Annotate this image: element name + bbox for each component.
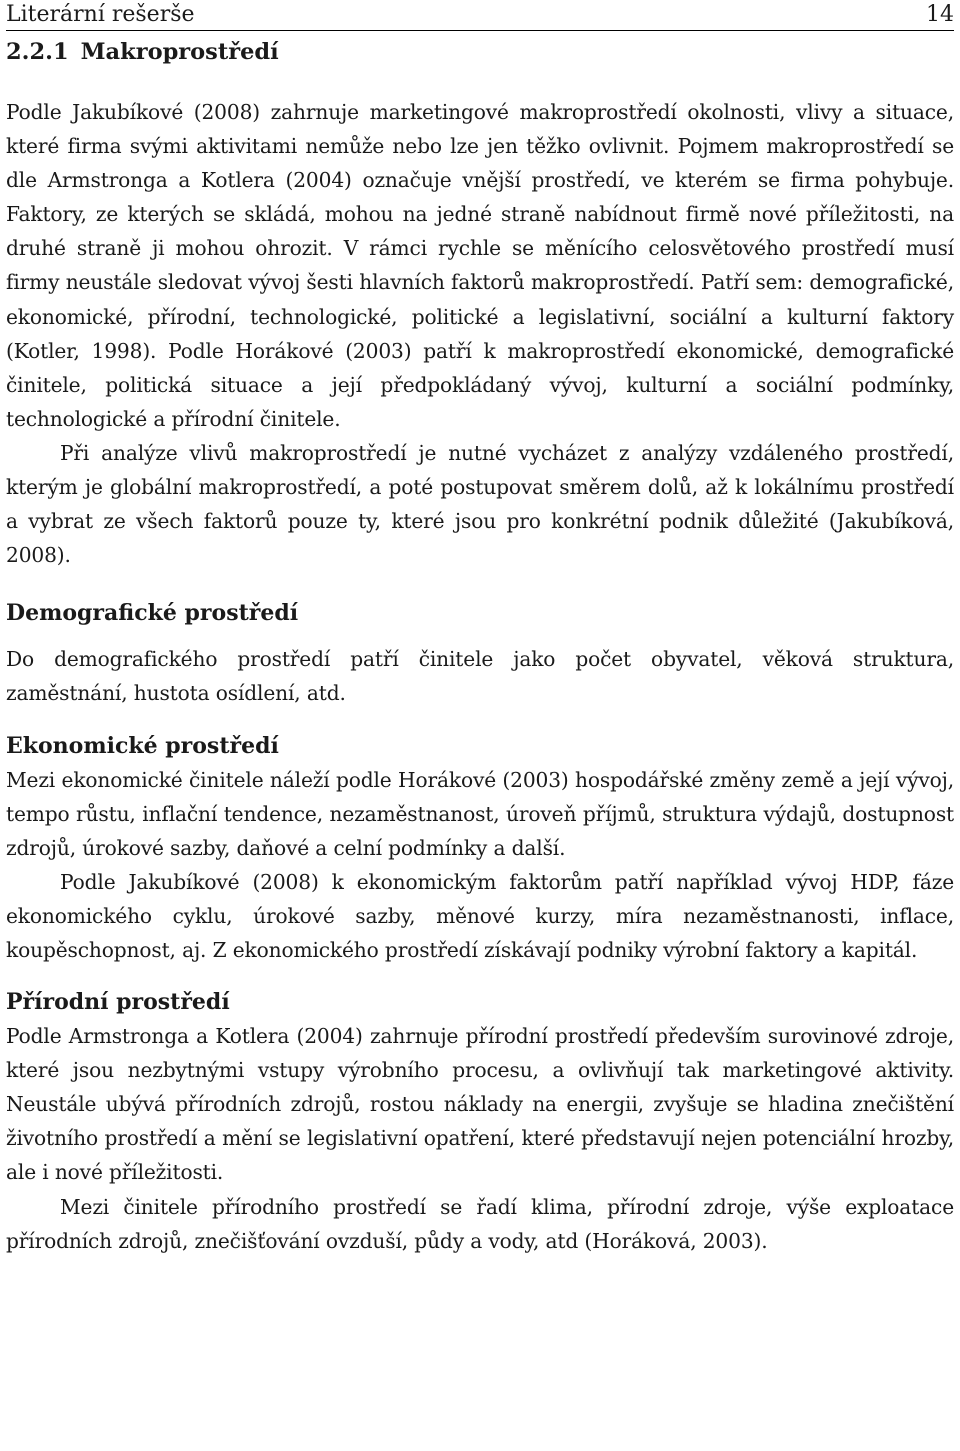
document-page: [6, 0, 954, 1258]
paragraph-analysis: Při analýze vlivů makroprostředí je nutné vycházet z analýzy vzdáleného prostředí, kterým je globální makroprostředí, a poté postupovat směrem dolů, až k lokálnímu prostředí a vybrat ze všech faktorů pouze ty, které jsou pro konkrétní podnik důležité (Jakubíková, 2008).: [6, 440, 954, 568]
spacer: [6, 711, 954, 729]
paragraph-intro: Podle Jakubíkové (2008) zahrnuje marketingové makroprostředí okolnosti, vlivy a situace, které firma svými aktivitami nemůže nebo lze jen těžko ovlivnit. Pojmem makroprostředí se dle Armstronga a Kotlera (2004) označuje vnější prostředí, ve kterém se firma pohybuje. Faktory, ze kterých se skládá, mohou na jedné straně nabídnout firmě nové příležitosti, na druhé straně ji mohou ohrozit. V rámci rychle se měnícího celosvětového prostředí musí firmy neustále sledovat vývoj šesti hlavních faktorů makroprostředí. Patří sem: demografické, ekonomické, přírodní, technologické, politické a legislativní, sociální a kulturní faktory (Kotler, 1998). Podle Horákové (2003) patří k makroprostředí ekonomické, demografické činitele, politická situace a její předpokládaný vývoj, kulturní a sociální podmínky, technologické a přírodní činitele.: [6, 100, 954, 431]
natural-paragraph-1: Podle Armstronga a Kotlera (2004) zahrnuje přírodní prostředí především surovinové zdroje, které jsou nezbytnými vstupy výrobního procesu, a ovlivňují tak marketingové aktivity. Neustále ubývá přírodních zdrojů, rostou náklady na energii, zvyšuje se hladina znečištění životního prostředí a mění se legislativní opatření, které představují nejen potenciální hrozby, ale i nové příležitosti.: [6, 1024, 954, 1185]
spacer: [6, 572, 954, 596]
economic-heading: Ekonomické prostředí: [6, 732, 279, 759]
demographic-heading: Demografické prostředí: [6, 600, 299, 627]
page-number: 14: [926, 2, 954, 27]
demographic-paragraph: Do demografického prostředí patří činitele jako počet obyvatel, věková struktura, zaměstnání, hustota osídlení, atd.: [6, 647, 954, 706]
spacer: [6, 967, 954, 985]
spacer: [6, 630, 954, 642]
section-title: Makroprostředí: [80, 39, 279, 65]
section-number: 2.2.1: [6, 39, 69, 65]
natural-heading: Přírodní prostředí: [6, 989, 230, 1016]
header-title: Literární rešerše: [6, 2, 195, 27]
economic-paragraph-1: Mezi ekonomické činitele náleží podle Horákové (2003) hospodářské změny země a její vývoj, tempo růstu, inflační tendence, nezaměstnanost, úroveň příjmů, struktura výdajů, dostupnost zdrojů, úrokové sazby, daňové a celní podmínky a další.: [6, 767, 954, 860]
economic-paragraph-2: Podle Jakubíkové (2008) k ekonomickým faktorům patří například vývoj HDP, fáze ekonomického cyklu, úrokové sazby, měnové kurzy, míra nezaměstnanosti, inflace, koupěschopnost, aj. Z ekonomického prostředí získávají podniky výrobní faktory a kapitál.: [6, 869, 954, 962]
natural-paragraph-2: Mezi činitele přírodního prostředí se řadí klima, přírodní zdroje, výše exploatace přírodních zdrojů, znečišťování ovzduší, půdy a vody, atd (Horáková, 2003).: [6, 1194, 954, 1253]
section-heading: [6, 35, 954, 69]
running-header: [6, 0, 954, 31]
